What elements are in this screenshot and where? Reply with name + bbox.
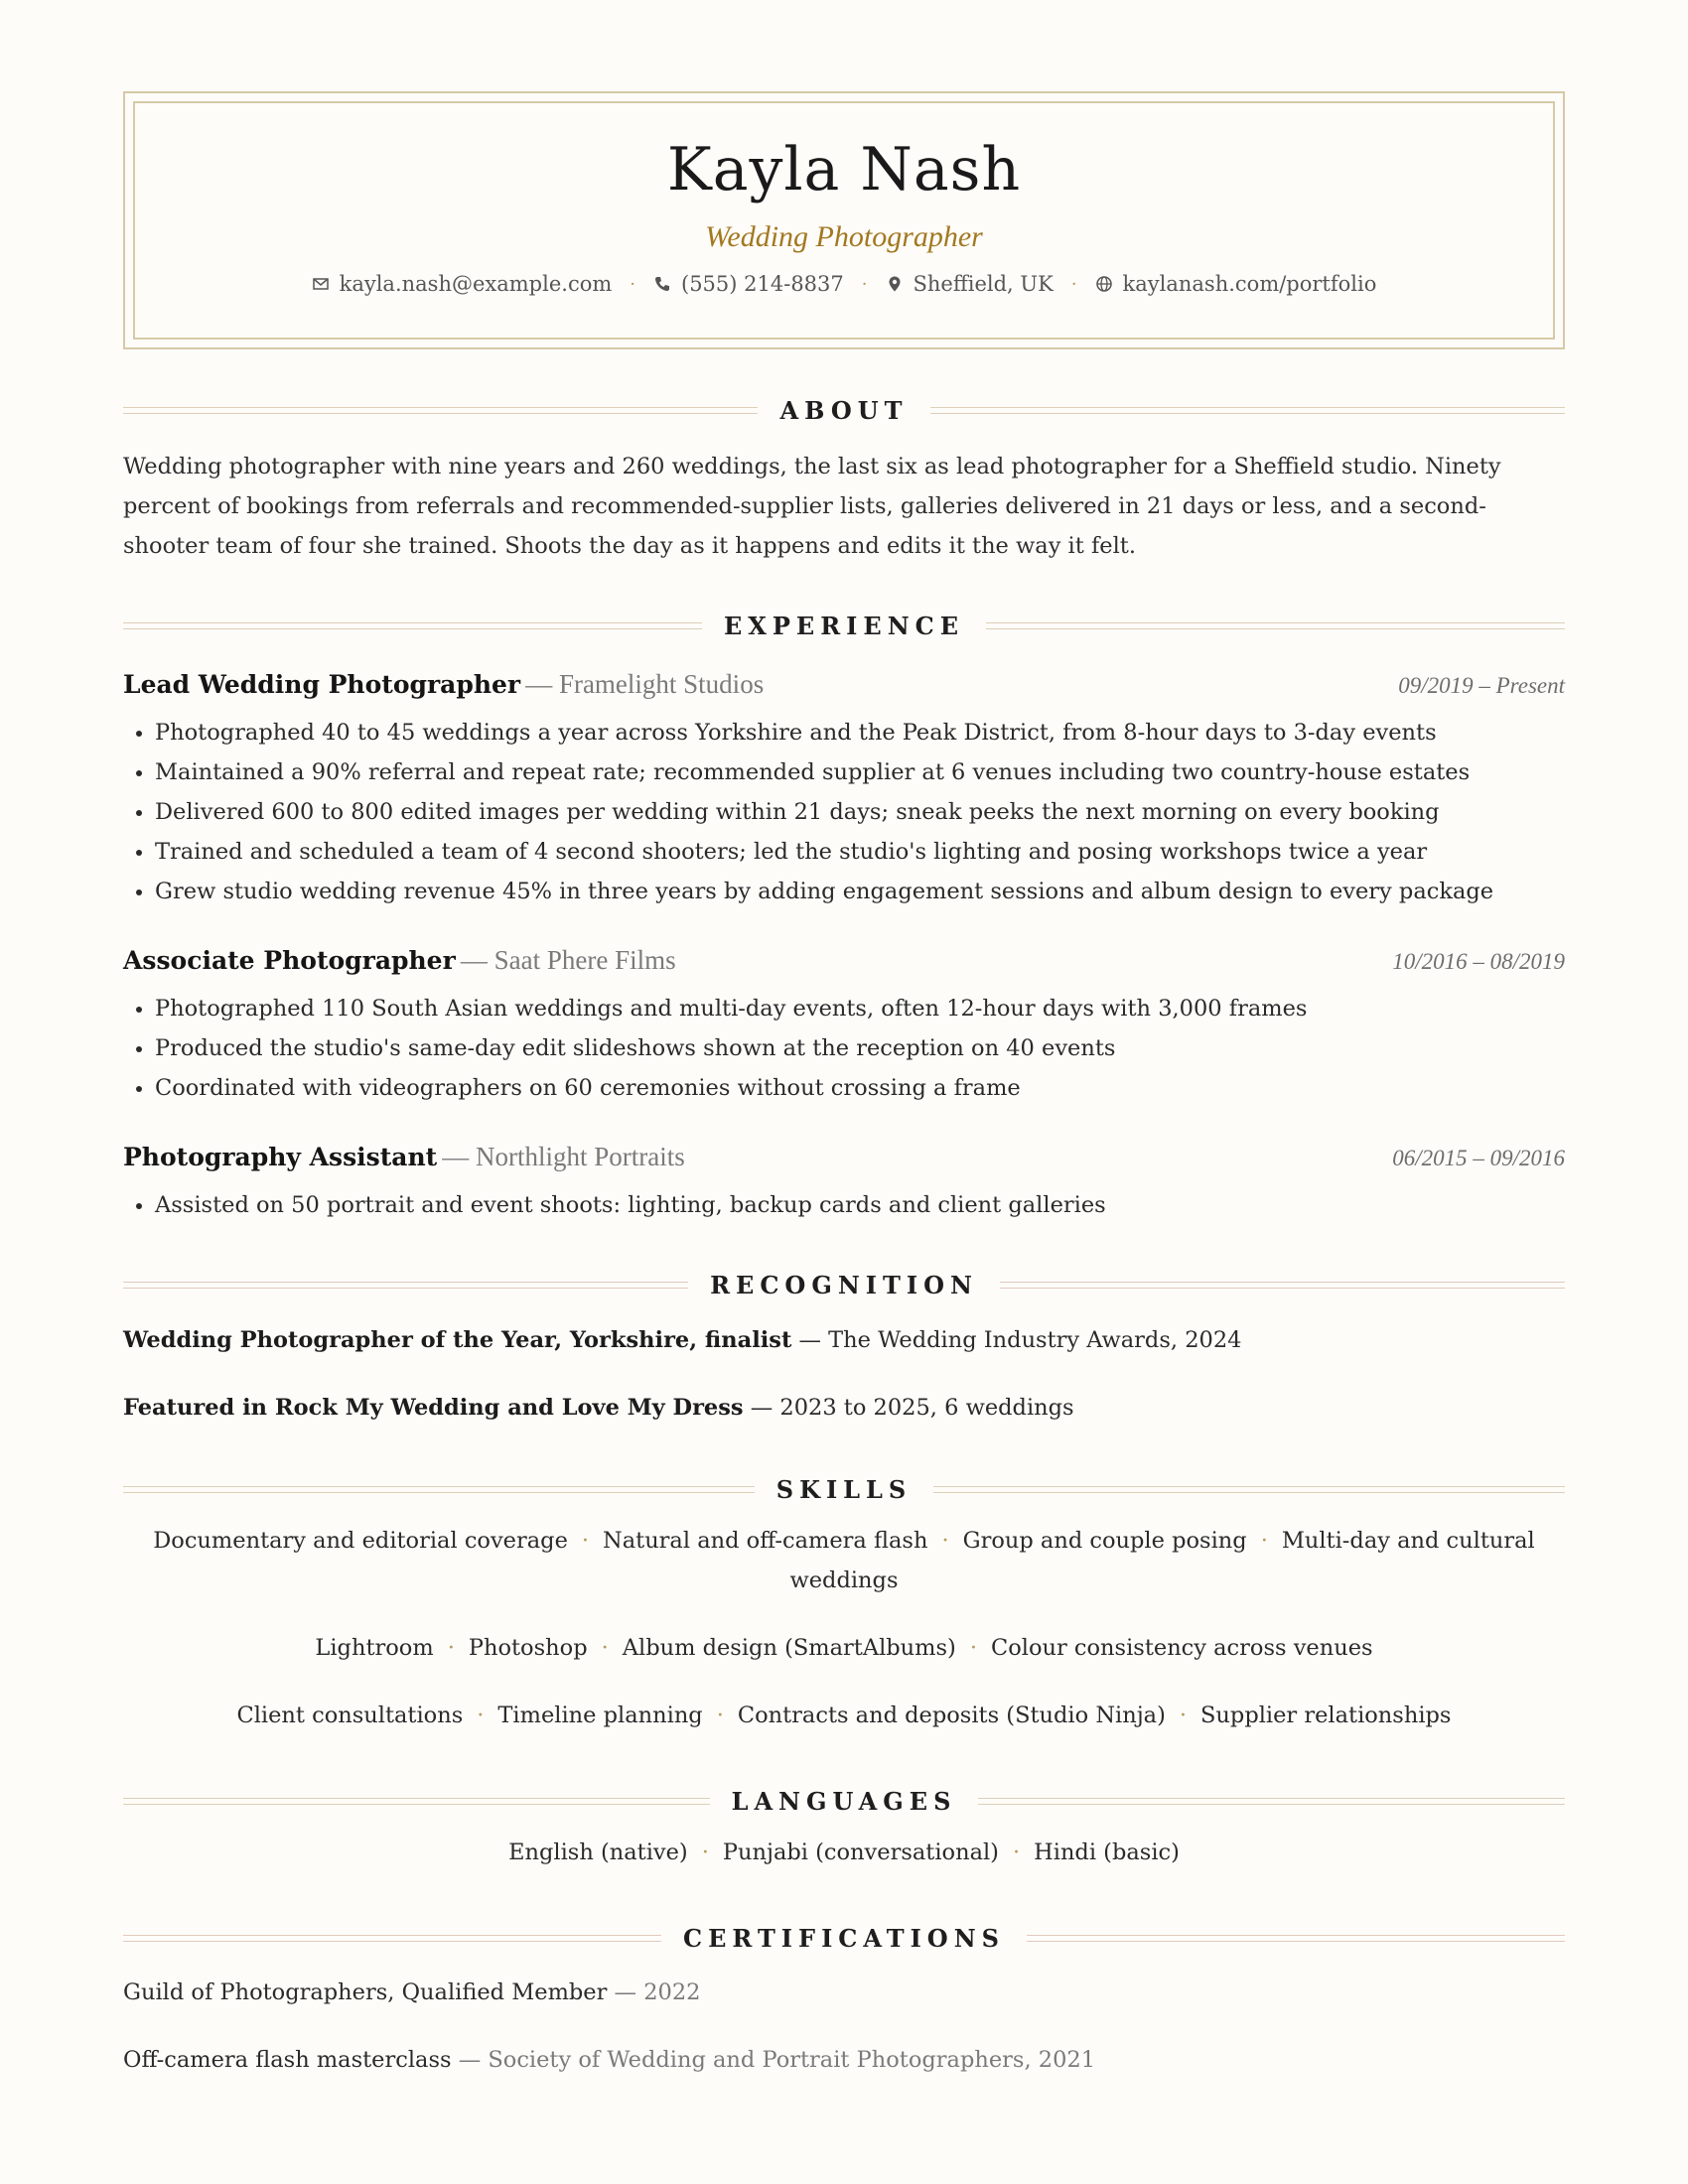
job-company: — Saat Phere Films <box>460 945 676 975</box>
skills-group: Documentary and editorial coverage · Natural and off-camera flash · Group and couple posing · Multi-day and cultural weddings <box>153 1528 1535 1593</box>
separator-dot: · <box>1070 273 1077 295</box>
contact-email[interactable] <box>312 272 613 296</box>
skills-group: Client consultations · Timeline planning · Contracts and deposits (Studio Ninja) · Supplier relationships <box>236 1703 1452 1728</box>
job-bullet: • Photographed 110 South Asian weddings and multi-day events, often 12-hour days with 3,000 frames <box>155 989 1565 1028</box>
separator-dot: · <box>861 273 868 295</box>
contact-phone[interactable] <box>653 272 844 296</box>
job-company: — Northlight Portraits <box>442 1142 685 1171</box>
separator-dot: · <box>630 273 635 295</box>
skill-item: Album design (SmartAlbums) <box>622 1635 956 1661</box>
contact-row <box>125 272 1563 296</box>
contact-email-text: kayla.nash@example.com <box>339 272 613 296</box>
location-pin-icon <box>886 275 904 293</box>
recognition-title: Featured in Rock My Wedding and Love My Dress <box>123 1395 744 1421</box>
globe-icon <box>1095 275 1113 293</box>
recognition-title: Wedding Photographer of the Year, Yorkshire, finalist <box>123 1327 792 1353</box>
job-entry-header <box>123 1142 1565 1175</box>
section-heading-experience: EXPERIENCE <box>123 615 1565 635</box>
skills-group: Lightroom · Photoshop · Album design (SmartAlbums) · Colour consistency across venues <box>315 1635 1373 1661</box>
job-entry-header <box>123 669 1565 703</box>
contact-phone-text: (555) 214-8837 <box>681 272 844 296</box>
job-bullet: • Maintained a 90% referral and repeat rate; recommended supplier at 6 venues including two country-house estates <box>155 752 1565 792</box>
skill-item: Colour consistency across venues <box>991 1635 1373 1661</box>
recognition-item <box>123 1395 1565 1421</box>
job-title: Lead Wedding Photographer <box>123 670 521 699</box>
section-heading-certifications: CERTIFICATIONS <box>123 1928 1565 1948</box>
job-bullet: • Coordinated with videographers on 60 ceremonies without crossing a frame <box>155 1068 1565 1108</box>
certification-detail: — 2022 <box>614 1979 701 2005</box>
languages-list: English (native) · Punjabi (conversational) · Hindi (basic) <box>508 1840 1180 1865</box>
job-company: — Framelight Studios <box>525 669 765 699</box>
certification-item <box>123 2047 1095 2073</box>
about-summary: Wedding photographer with nine years and 260 weddings, the last six as lead photographer for a Sheffield studio. Ninety percent of bookings from referrals and recommended-supplier lists, galleries delivered in 21 days or less, and a second-shooter team of four she trained. Shoots the day as it happens and edits it the way it felt. <box>123 454 1501 559</box>
skill-item: Multi-day and cultural weddings <box>789 1528 1535 1593</box>
job-dates: 06/2015 – 09/2016 <box>1392 1146 1565 1170</box>
section-heading-skills: SKILLS <box>123 1479 1565 1499</box>
candidate-name: Kayla Nash <box>666 135 1022 205</box>
job-title: Associate Photographer <box>123 946 456 975</box>
recognition-detail: — The Wedding Industry Awards, 2024 <box>798 1327 1242 1353</box>
section-heading-about: ABOUT <box>123 400 1565 420</box>
skill-item: Lightroom <box>315 1635 434 1661</box>
skill-item: Supplier relationships <box>1200 1703 1452 1728</box>
language-item: English (native) <box>508 1840 688 1865</box>
contact-location-text: Sheffield, UK <box>913 272 1054 296</box>
certification-item <box>123 1979 700 2005</box>
skill-item: Natural and off-camera flash <box>603 1528 928 1554</box>
candidate-role: Wedding Photographer <box>705 220 983 253</box>
skill-item: Group and couple posing <box>962 1528 1247 1554</box>
language-item: Punjabi (conversational) <box>722 1840 999 1865</box>
contact-website-text: kaylanash.com/portfolio <box>1122 272 1377 296</box>
skill-item: Documentary and editorial coverage <box>153 1528 568 1554</box>
contact-location <box>886 272 1054 296</box>
skill-item: Photoshop <box>468 1635 588 1661</box>
certification-name: Guild of Photographers, Qualified Member <box>123 1979 608 2005</box>
certification-name: Off-camera flash masterclass <box>123 2047 452 2073</box>
job-entry-header <box>123 945 1565 979</box>
job-bullet-list <box>123 1185 1565 1225</box>
job-bullet-list <box>123 713 1565 911</box>
job-bullet: • Delivered 600 to 800 edited images per wedding within 21 days; sneak peeks the next morning on every booking <box>155 792 1565 832</box>
skill-item: Client consultations <box>236 1703 464 1728</box>
job-bullet: • Grew studio wedding revenue 45% in three years by adding engagement sessions and album design to every package <box>155 872 1565 911</box>
skill-item: Timeline planning <box>497 1703 703 1728</box>
skill-item: Contracts and deposits (Studio Ninja) <box>737 1703 1166 1728</box>
phone-icon <box>653 275 671 293</box>
header-box <box>123 91 1565 349</box>
resume-page <box>123 91 1565 2073</box>
job-dates: 09/2019 – Present <box>1398 673 1565 698</box>
section-heading-recognition: RECOGNITION <box>123 1275 1565 1295</box>
job-dates: 10/2016 – 08/2019 <box>1392 949 1565 974</box>
job-bullet: • Assisted on 50 portrait and event shoots: lighting, backup cards and client galleries <box>155 1185 1565 1225</box>
section-heading-languages: LANGUAGES <box>123 1791 1565 1811</box>
job-bullet: • Trained and scheduled a team of 4 second shooters; led the studio's lighting and posing workshops twice a year <box>155 832 1565 872</box>
job-title: Photography Assistant <box>123 1143 438 1171</box>
language-item: Hindi (basic) <box>1034 1840 1180 1865</box>
job-bullet: • Produced the studio's same-day edit slideshows shown at the reception on 40 events <box>155 1028 1565 1068</box>
contact-website[interactable] <box>1095 272 1377 296</box>
job-bullet: • Photographed 40 to 45 weddings a year across Yorkshire and the Peak District, from 8-hour days to 3-day events <box>155 713 1565 752</box>
job-bullet-list <box>123 989 1565 1108</box>
recognition-detail: — 2023 to 2025, 6 weddings <box>750 1395 1074 1421</box>
certification-detail: — Society of Wedding and Portrait Photographers, 2021 <box>458 2047 1096 2073</box>
mail-icon <box>312 275 330 293</box>
recognition-item <box>123 1327 1565 1353</box>
